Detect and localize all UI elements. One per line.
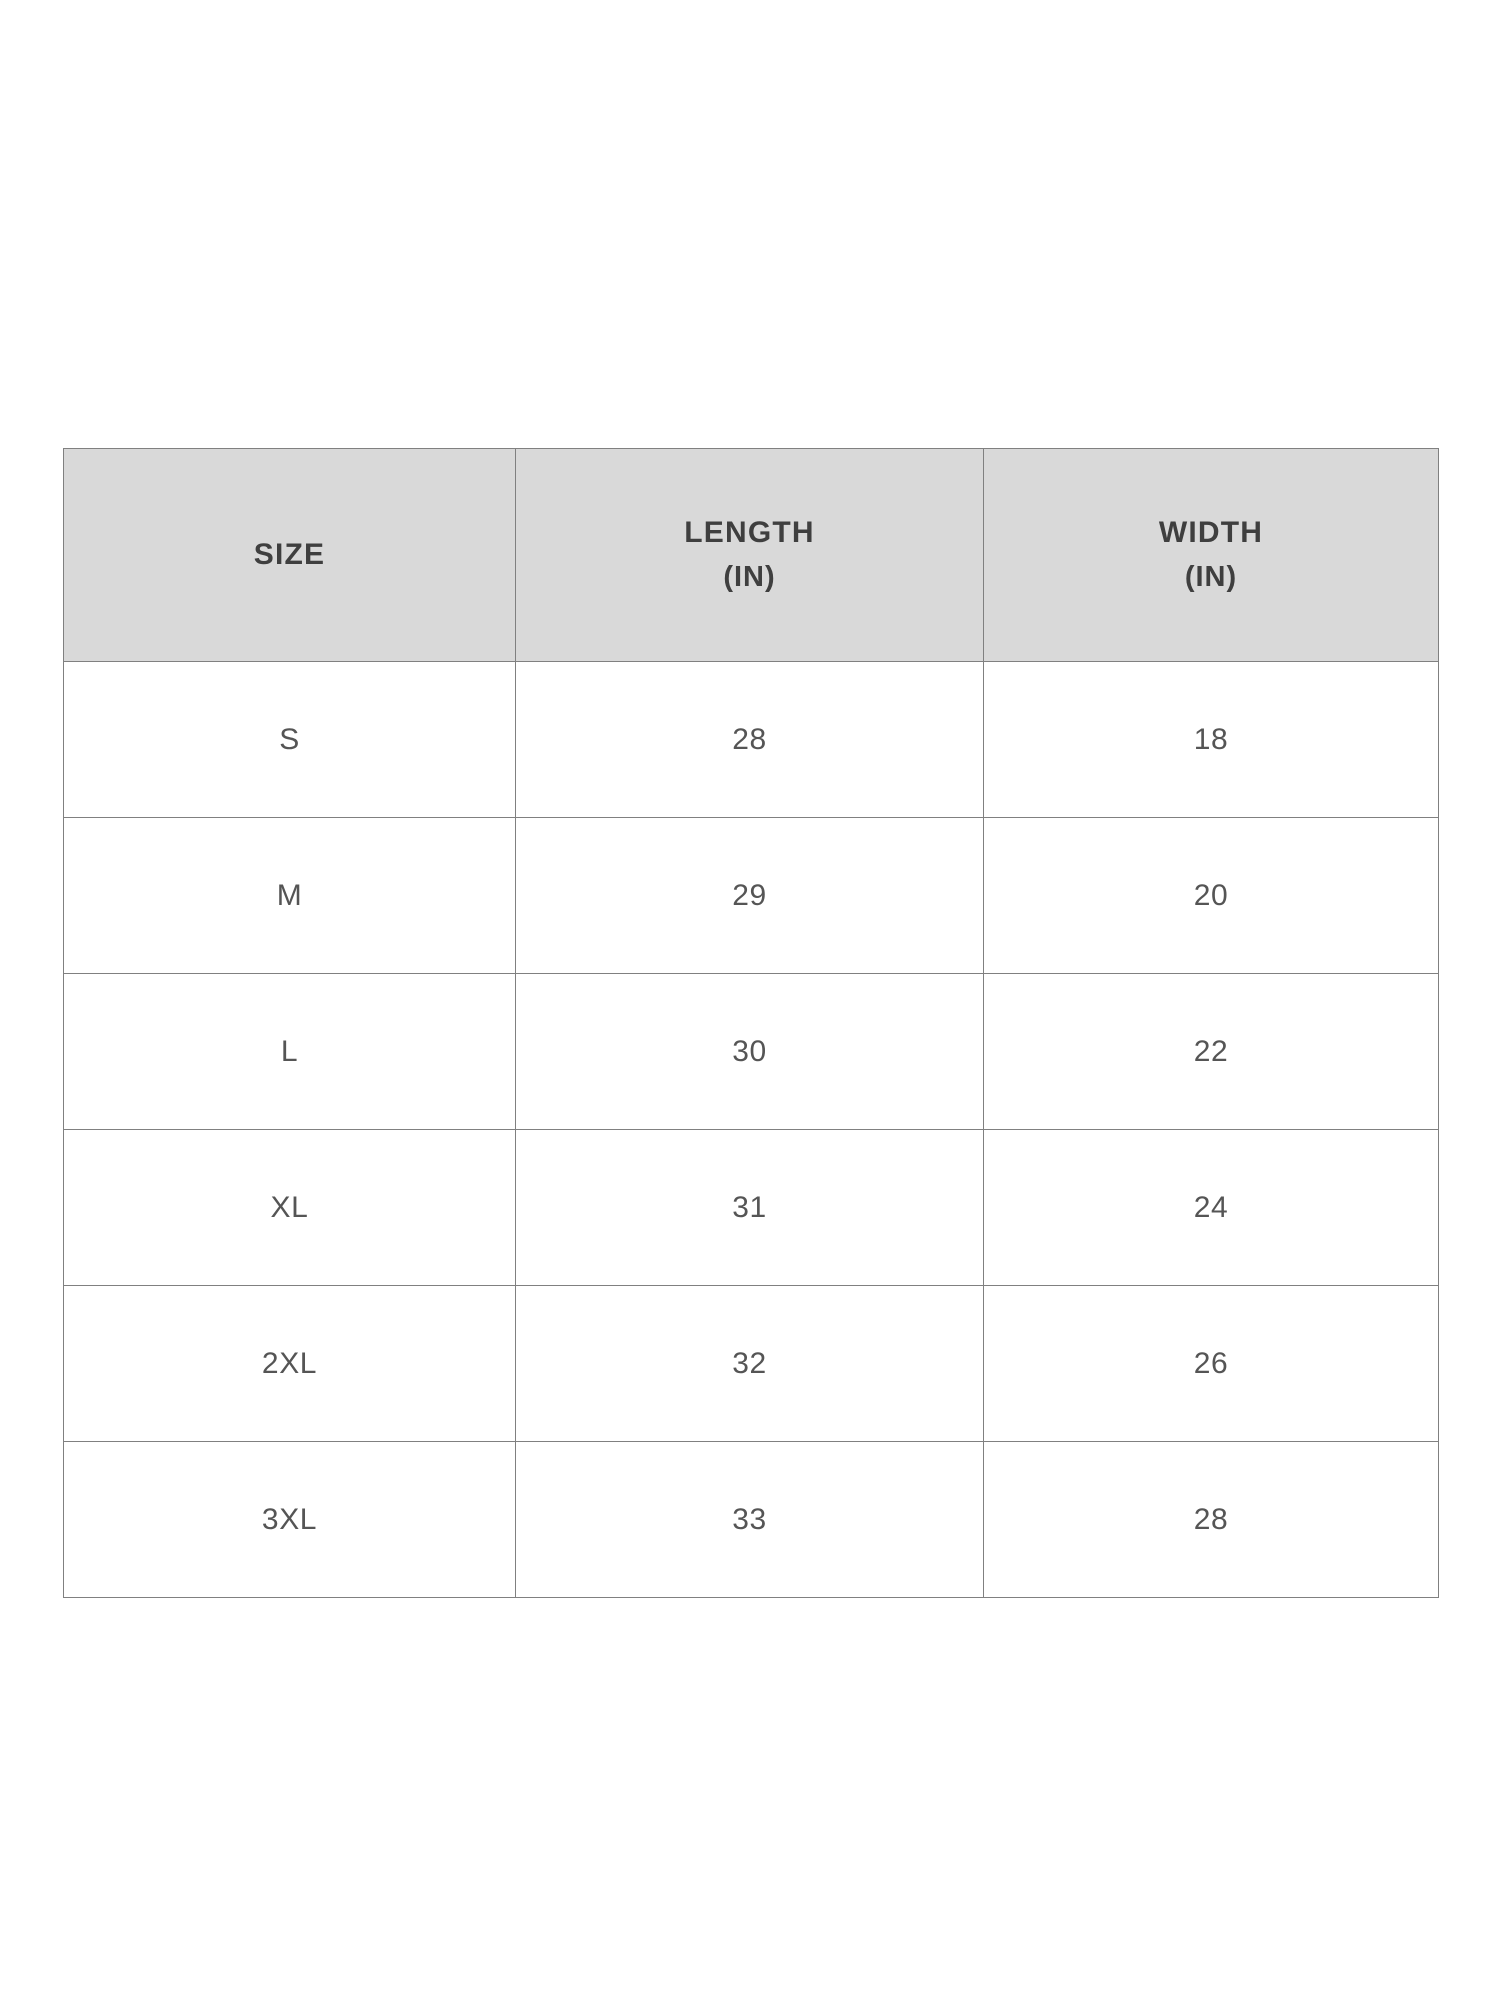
column-header-width-label: WIDTH <box>1158 515 1264 549</box>
cell-width: 24 <box>984 1130 1439 1286</box>
cell-length: 29 <box>516 818 984 974</box>
column-header-size <box>64 449 516 662</box>
table-row <box>64 974 1439 1130</box>
cell-size: 2XL <box>64 1286 516 1442</box>
cell-width: 22 <box>984 974 1439 1130</box>
cell-size: S <box>64 662 516 818</box>
column-header-length <box>516 449 984 662</box>
cell-length: 32 <box>516 1286 984 1442</box>
table-row <box>64 1442 1439 1598</box>
table-row <box>64 662 1439 818</box>
cell-size: M <box>64 818 516 974</box>
column-header-size-label: SIZE <box>253 537 326 571</box>
table-row <box>64 1130 1439 1286</box>
cell-width: 18 <box>984 662 1439 818</box>
size-chart-container <box>63 448 1438 1598</box>
table-body <box>64 662 1439 1598</box>
column-header-width <box>984 449 1439 662</box>
cell-length: 28 <box>516 662 984 818</box>
column-header-width-unit: (IN) <box>1184 561 1238 594</box>
cell-length: 33 <box>516 1442 984 1598</box>
cell-size: 3XL <box>64 1442 516 1598</box>
cell-length: 30 <box>516 974 984 1130</box>
column-header-length-label: LENGTH <box>684 515 815 549</box>
cell-width: 26 <box>984 1286 1439 1442</box>
table-row <box>64 1286 1439 1442</box>
cell-width: 20 <box>984 818 1439 974</box>
cell-size: XL <box>64 1130 516 1286</box>
table-header-row <box>64 449 1439 662</box>
size-chart-table <box>63 448 1439 1598</box>
column-header-length-unit: (IN) <box>723 561 776 594</box>
table-header <box>64 449 1439 662</box>
table-row <box>64 818 1439 974</box>
cell-size: L <box>64 974 516 1130</box>
cell-length: 31 <box>516 1130 984 1286</box>
cell-width: 28 <box>984 1442 1439 1598</box>
